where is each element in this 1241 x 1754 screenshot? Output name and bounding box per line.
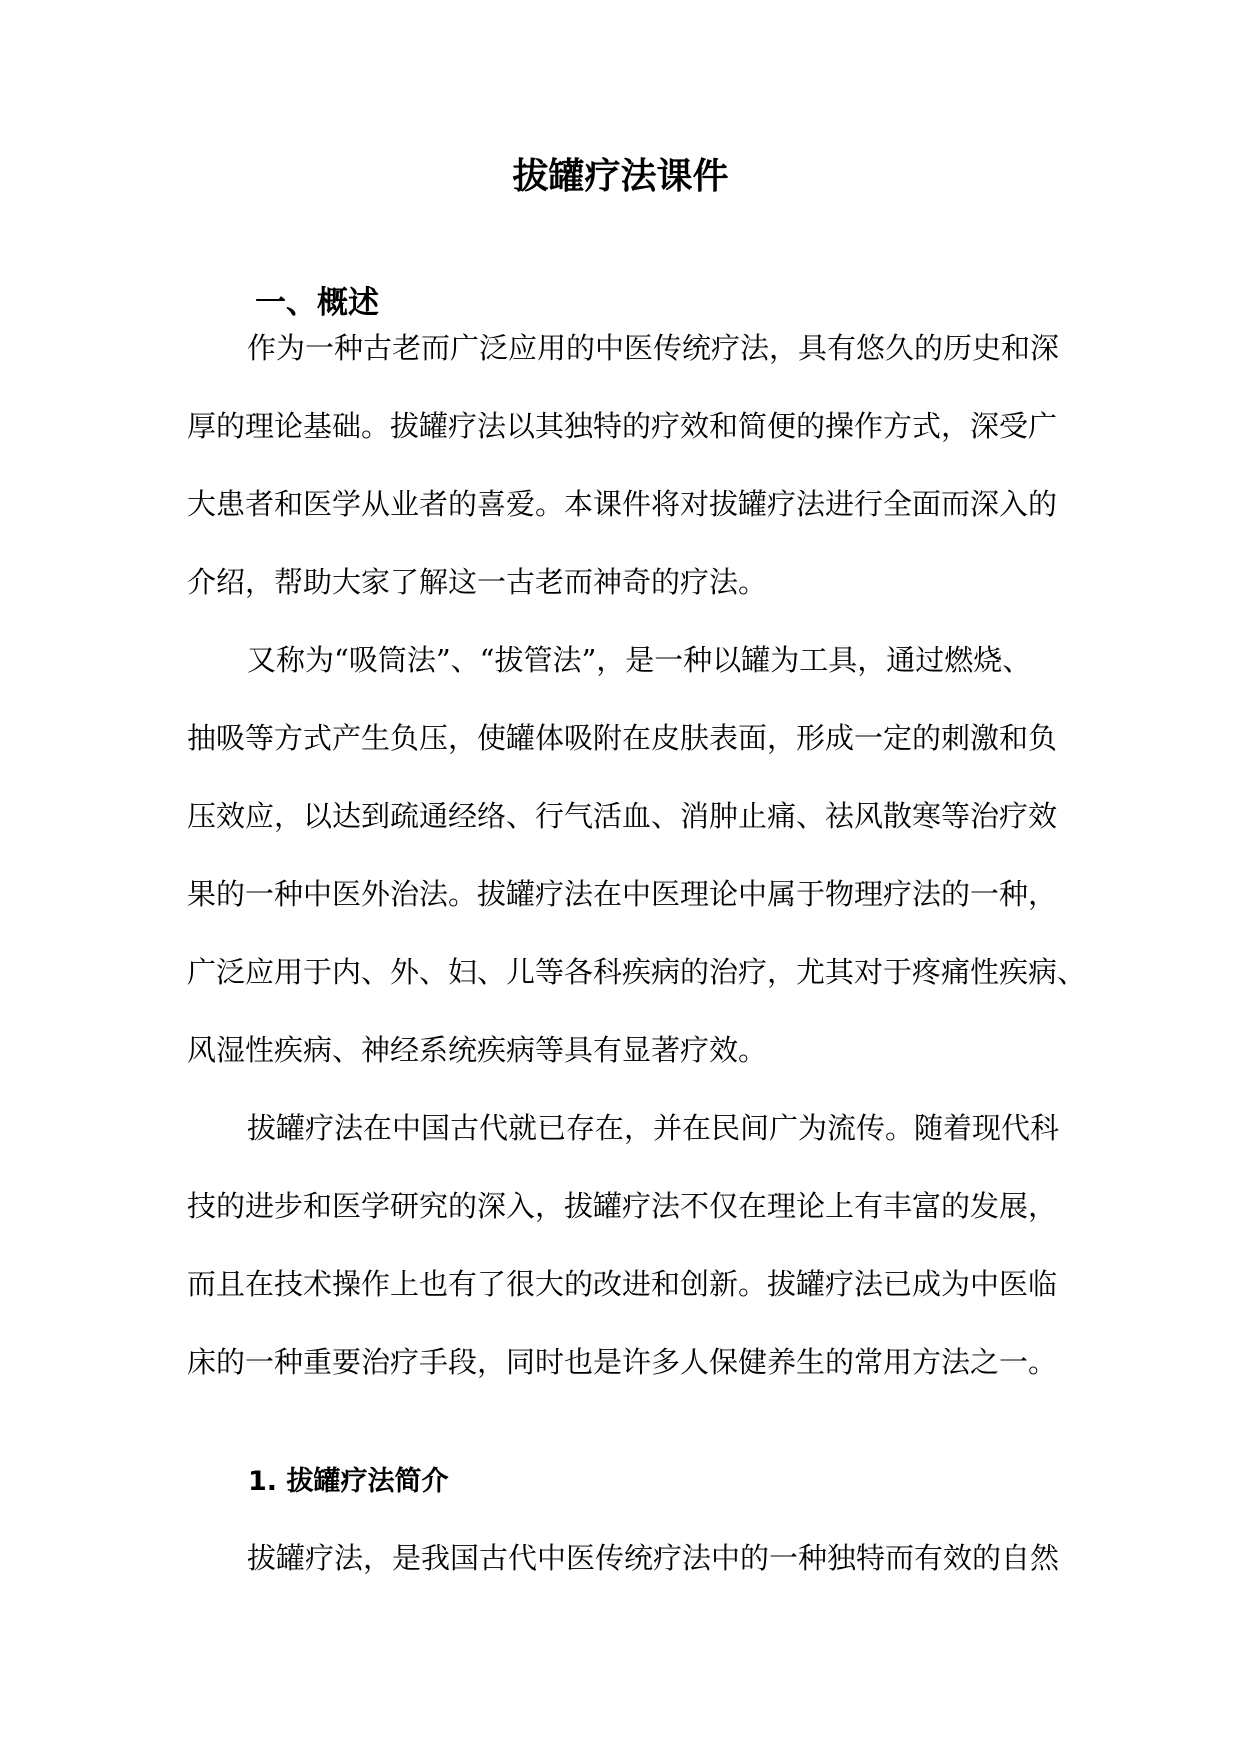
paragraph-line: 介绍，帮助大家了解这一古老而神奇的疗法。	[187, 565, 768, 599]
paragraph-line: 床的一种重要治疗手段，同时也是许多人保健养生的常用方法之一。	[187, 1345, 1058, 1379]
paragraph-line: 广泛应用于内、外、妇、儿等各科疾病的治疗，尤其对于疼痛性疾病、	[187, 955, 1087, 989]
document-title: 拔罐疗法课件	[512, 156, 729, 197]
paragraph-line: 抽吸等方式产生负压，使罐体吸附在皮肤表面，形成一定的刺激和负	[187, 721, 1058, 755]
paragraph-line: 大患者和医学从业者的喜爱。本课件将对拔罐疗法进行全面而深入的	[187, 487, 1058, 521]
paragraph-line: 作为一种古老而广泛应用的中医传统疗法，具有悠久的历史和深	[247, 331, 1060, 365]
paragraph-line: 压效应，以达到疏通经络、行气活血、消肿止痛、祛风散寒等治疗效	[187, 799, 1058, 833]
paragraph-line: 风湿性疾病、神经系统疾病等具有显著疗效。	[187, 1033, 768, 1067]
section-heading-overview: 一、概述	[255, 285, 379, 321]
paragraph-line: 拔罐疗法，是我国古代中医传统疗法中的一种独特而有效的自然	[247, 1541, 1060, 1575]
paragraph-line: 技的进步和医学研究的深入，拔罐疗法不仅在理论上有丰富的发展，	[187, 1189, 1058, 1223]
paragraph-line: 而且在技术操作上也有了很大的改进和创新。拔罐疗法已成为中医临	[187, 1267, 1058, 1301]
paragraph-line: 果的一种中医外治法。拔罐疗法在中医理论中属于物理疗法的一种，	[187, 877, 1058, 911]
subsection-heading-introduction: 1. 拔罐疗法简介	[248, 1466, 449, 1497]
paragraph-line: 又称为“吸筒法”、“拔管法”，是一种以罐为工具，通过燃烧、	[247, 643, 1032, 677]
paragraph-line: 拔罐疗法在中国古代就已存在，并在民间广为流传。随着现代科	[247, 1111, 1060, 1145]
paragraph-line: 厚的理论基础。拔罐疗法以其独特的疗效和简便的操作方式，深受广	[187, 409, 1058, 443]
